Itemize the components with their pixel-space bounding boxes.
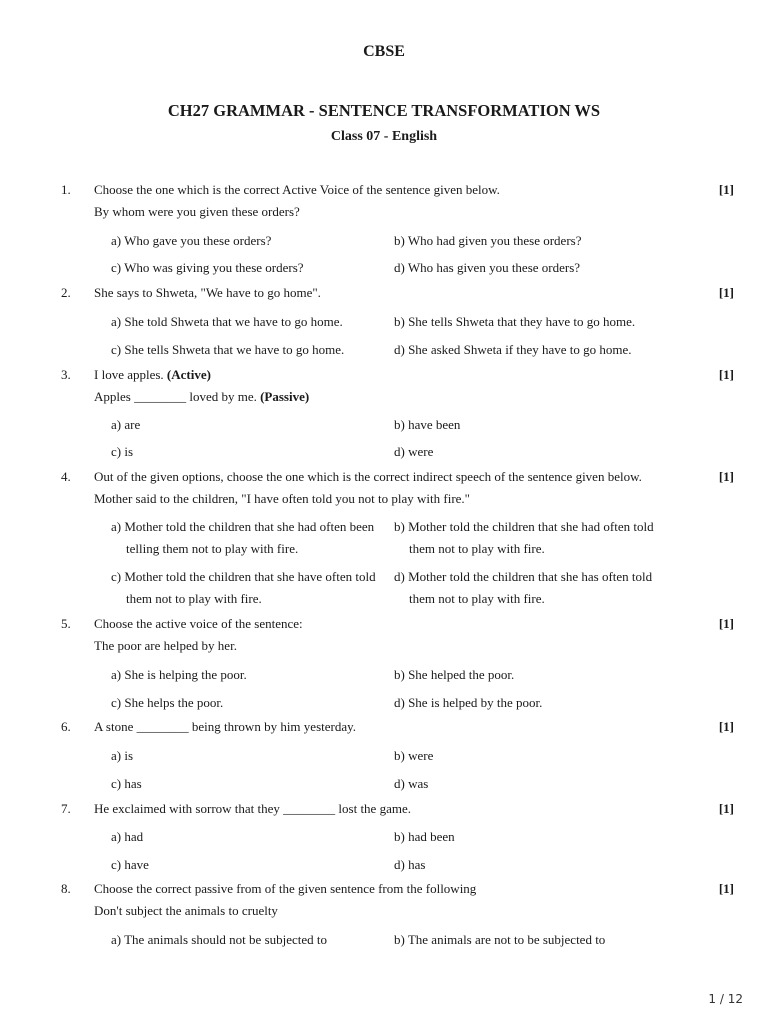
- page-indicator: 1 / 12: [708, 992, 743, 1006]
- option-d[interactable]: d) Who has given you these orders?: [394, 260, 581, 275]
- question-number: 7.: [61, 801, 71, 816]
- option-b[interactable]: b) have been: [394, 417, 461, 432]
- option-b[interactable]: b) Who had given you these orders?: [394, 233, 582, 248]
- option-d[interactable]: d) was: [394, 776, 429, 791]
- question-marks: [1]: [718, 616, 734, 631]
- question-sentence: Mother said to the children, "I have often told you not to play with fire.": [94, 491, 470, 506]
- voice-tag: (Active): [166, 367, 211, 382]
- question-prompt: He exclaimed with sorrow that they ________ lost the game.: [94, 801, 411, 816]
- question-number: 5.: [61, 616, 71, 631]
- option-a[interactable]: a) The animals should not be subjected to: [111, 932, 328, 947]
- option-c[interactable]: c) have: [111, 857, 149, 872]
- question-prompt: Out of the given options, choose the one which is the correct indirect speech of the sentence given below.: [94, 469, 642, 484]
- option-c[interactable]: c) She tells Shweta that we have to go home.: [111, 342, 345, 357]
- option-a[interactable]: a) Who gave you these orders?: [111, 233, 272, 248]
- question-marks: [1]: [718, 881, 734, 896]
- class-subject-line: Class 07 - English: [330, 129, 438, 144]
- question-sentence: Don't subject the animals to cruelty: [94, 903, 278, 918]
- question-prompt: She says to Shweta, "We have to go home".: [94, 285, 321, 300]
- question-marks: [1]: [718, 367, 734, 382]
- question-prompt: Choose the active voice of the sentence:: [94, 616, 303, 631]
- option-d[interactable]: d) She is helped by the poor.: [394, 695, 543, 710]
- option-d[interactable]: d) were: [394, 444, 434, 459]
- option-b[interactable]: b) were: [394, 748, 434, 763]
- question-marks: [1]: [718, 469, 734, 484]
- prompt-text: I love apples.: [94, 367, 167, 382]
- option-b[interactable]: b) She helped the poor.: [394, 667, 515, 682]
- question-marks: [1]: [718, 182, 734, 197]
- question-number: 4.: [61, 469, 71, 484]
- question-marks: [1]: [718, 285, 734, 300]
- option-a[interactable]: a) She told Shweta that we have to go home.: [111, 314, 343, 329]
- question-sentence: By whom were you given these orders?: [94, 204, 300, 219]
- question-sentence: [94, 389, 309, 405]
- question-number: 1.: [61, 182, 71, 197]
- option-a[interactable]: a) Mother told the children that she had often been telling them not to play with fire.: [111, 519, 375, 556]
- question-prompt: [94, 367, 211, 383]
- board-heading: CBSE: [363, 43, 405, 60]
- option-b[interactable]: b) Mother told the children that she had often told them not to play with fire.: [394, 519, 654, 556]
- question-number: 3.: [61, 367, 71, 382]
- question-marks: [1]: [718, 719, 734, 734]
- option-c[interactable]: c) She helps the poor.: [111, 695, 224, 710]
- option-c[interactable]: c) has: [111, 776, 142, 791]
- question-prompt: A stone ________ being thrown by him yesterday.: [94, 719, 357, 734]
- question-number: 2.: [61, 285, 71, 300]
- option-a[interactable]: a) are: [111, 417, 141, 432]
- question-marks: [1]: [718, 801, 734, 816]
- question-sentence: The poor are helped by her.: [94, 638, 237, 653]
- option-d[interactable]: d) Mother told the children that she has often told them not to play with fire.: [394, 569, 653, 606]
- question-number: 8.: [61, 881, 71, 896]
- option-a[interactable]: a) She is helping the poor.: [111, 667, 247, 682]
- option-c[interactable]: c) Mother told the children that she have often told them not to play with fire.: [111, 569, 376, 606]
- option-b[interactable]: b) The animals are not to be subjected to: [394, 932, 606, 947]
- option-b[interactable]: b) had been: [394, 829, 455, 844]
- prompt-text: Apples ________ loved by me.: [94, 389, 261, 404]
- option-b[interactable]: b) She tells Shweta that they have to go home.: [394, 314, 636, 329]
- option-a[interactable]: a) had: [111, 829, 144, 844]
- option-a[interactable]: a) is: [111, 748, 134, 763]
- question-number: 6.: [61, 719, 71, 734]
- option-d[interactable]: d) She asked Shweta if they have to go home.: [394, 342, 632, 357]
- question-prompt: Choose the correct passive from of the given sentence from the following: [94, 881, 477, 896]
- option-c[interactable]: c) is: [111, 444, 134, 459]
- worksheet-title: CH27 GRAMMAR - SENTENCE TRANSFORMATION WS: [167, 101, 601, 120]
- option-c[interactable]: c) Who was giving you these orders?: [111, 260, 304, 275]
- option-d[interactable]: d) has: [394, 857, 426, 872]
- question-prompt: Choose the one which is the correct Active Voice of the sentence given below.: [94, 182, 500, 197]
- voice-tag: (Passive): [260, 389, 310, 404]
